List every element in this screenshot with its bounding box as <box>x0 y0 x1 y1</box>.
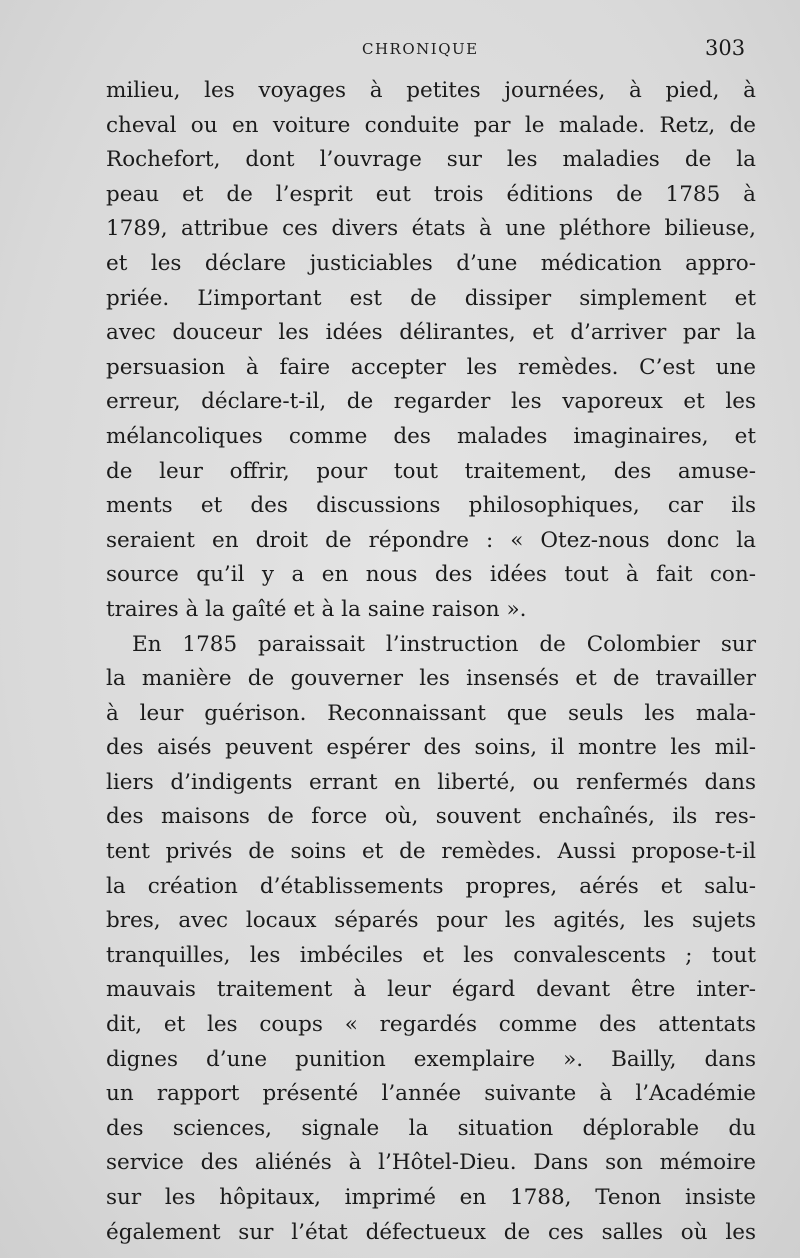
text-line: de leur offrir, pour tout traitement, des amuse- <box>106 458 756 484</box>
text-line: cheval ou en voiture conduite par le malade. Retz, de <box>106 112 756 138</box>
text-line: la manière de gouverner les insensés et de travailler <box>106 666 756 692</box>
text-line: des maisons de force où, souvent enchaînés, ils res- <box>106 804 756 830</box>
text-line: seraient en droit de répondre : « Otez-nous donc la <box>106 527 756 553</box>
text-line: tranquilles, les imbéciles et les convalescents ; tout <box>106 942 756 968</box>
text-line: avec douceur les idées délirantes, et d’arriver par la <box>106 320 756 346</box>
page-number: 303 <box>705 36 746 60</box>
body-text <box>106 74 756 1250</box>
text-line: persuasion à faire accepter les remèdes. C’est une <box>106 354 756 380</box>
text-line: ments et des discussions philosophiques, car ils <box>106 493 756 519</box>
text-line: également sur l’état défectueux de ces salles où les <box>106 1219 756 1245</box>
text-line: 1789, attribue ces divers états à une pléthore bilieuse, <box>106 216 756 242</box>
text-line: traires à la gaîté et à la saine raison ». <box>106 596 527 622</box>
text-line: à leur guérison. Reconnaissant que seuls les mala- <box>106 700 756 726</box>
text-line: source qu’il y a en nous des idées tout à fait con- <box>106 562 756 588</box>
text-line: liers d’indigents errant en liberté, ou renfermés dans <box>106 769 756 795</box>
text-line: En 1785 paraissait l’instruction de Colombier sur <box>132 631 756 657</box>
text-line: sur les hôpitaux, imprimé en 1788, Tenon insiste <box>106 1185 756 1210</box>
text-line: mélancoliques comme des malades imaginaires, et <box>106 423 756 449</box>
text-line: Rochefort, dont l’ouvrage sur les maladies de la <box>106 147 756 173</box>
text-line: milieu, les voyages à petites journées, à pied, à <box>106 78 756 103</box>
text-line: service des aliénés à l’Hôtel-Dieu. Dans son mémoire <box>106 1150 756 1176</box>
text-line: un rapport présenté l’année suivante à l’Académie <box>106 1081 756 1107</box>
text-line: la création d’établissements propres, aérés et salu- <box>106 873 756 899</box>
text-line: et les déclare justiciables d’une médication appro- <box>106 250 756 276</box>
text-line: peau et de l’esprit eut trois éditions de 1785 à <box>106 181 756 207</box>
text-line: des sciences, signale la situation déplorable du <box>106 1115 756 1141</box>
text-line: dit, et les coups « regardés comme des attentats <box>106 1012 756 1038</box>
text-line: dignes d’une punition exemplaire ». Bailly, dans <box>106 1046 756 1072</box>
running-title: CHRONIQUE <box>362 40 479 58</box>
text-line: des aisés peuvent espérer des soins, il montre les mil- <box>106 735 756 761</box>
text-line: bres, avec locaux séparés pour les agités, les sujets <box>106 908 756 934</box>
text-line: priée. L’important est de dissiper simplement et <box>106 285 756 311</box>
text-line: tent privés de soins et de remèdes. Aussi propose-t-il <box>106 839 756 865</box>
running-head <box>0 36 800 66</box>
text-line: mauvais traitement à leur égard devant être inter- <box>106 977 756 1003</box>
text-line: erreur, déclare-t-il, de regarder les vaporeux et les <box>106 389 756 415</box>
